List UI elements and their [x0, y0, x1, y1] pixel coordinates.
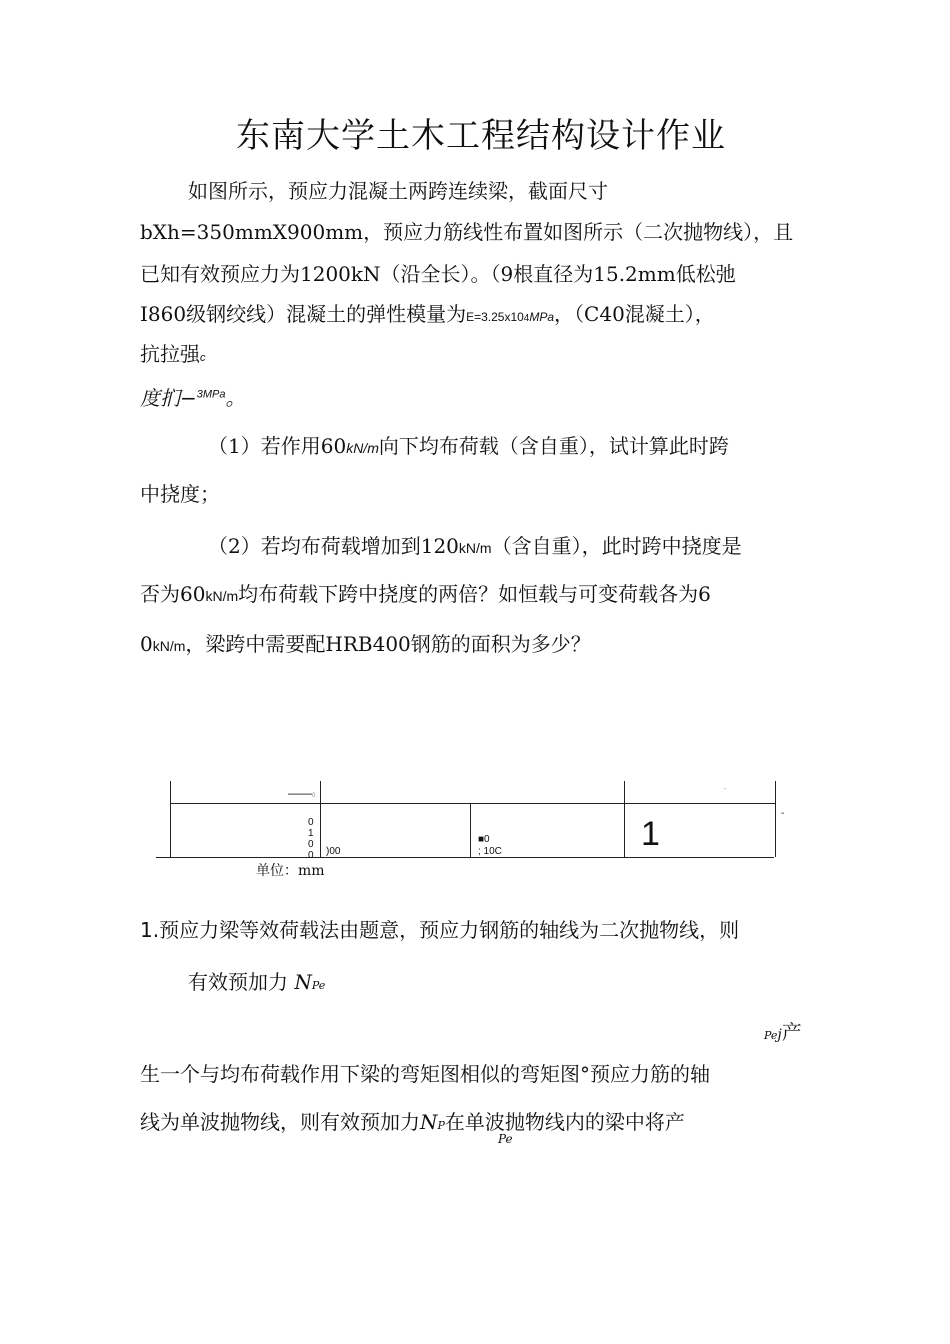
- figure-top-right-mark: -: [724, 786, 727, 793]
- big-digit: 1: [641, 815, 660, 853]
- q1-text-c: 向下均布荷载（含自重），试计算此时跨: [378, 434, 729, 458]
- solution-line3: [764, 1016, 802, 1045]
- q2-line2-unit: kN/m: [205, 588, 239, 604]
- solution-line2-text: 有效预加力: [188, 970, 288, 994]
- para1-line4: [140, 298, 715, 327]
- solution-line5-a: 线为单波抛物线，则有效预加力: [140, 1110, 420, 1134]
- figure-top-small: 0: [312, 793, 316, 799]
- tensile-strength-label: 抗拉强: [140, 342, 200, 366]
- question1-line1: [208, 430, 729, 459]
- solution-line5-sub: P: [437, 1119, 445, 1132]
- dim-digit: 1: [308, 828, 314, 839]
- figure-divider-2: [470, 803, 471, 857]
- para1-line5: [140, 338, 206, 367]
- figure-mid-line: [170, 803, 776, 804]
- figure-right-border: [775, 781, 776, 857]
- figure-top-dash: ——: [288, 786, 312, 800]
- solution-line3-b: j: [777, 1027, 782, 1043]
- question2-line3: [140, 628, 591, 657]
- solution-line4: 生一个与均布荷载作用下梁的弯矩图相似的弯矩图°预应力筋的轴: [140, 1062, 710, 1086]
- q2-text-a: （2）若均布荷载增加到120: [208, 534, 459, 558]
- solution-line5-d: 在单波抛物线内的梁中将产: [444, 1110, 685, 1134]
- para1-line2: bXh=350mmX900mm，预应力筋线性布置如图所示（二次抛物线），且: [140, 220, 794, 244]
- para1-line6-e: MPa: [202, 388, 226, 401]
- q2-unit: kN/m: [458, 540, 492, 556]
- section-mark: ■0: [478, 834, 490, 845]
- figure-left-border: [170, 781, 171, 857]
- tensile-subscript: c: [200, 352, 206, 364]
- para1-line6-c: −: [180, 386, 197, 410]
- dimension-a: )00: [326, 846, 341, 857]
- q2-line3-unit: kN/m: [152, 638, 186, 654]
- q2-line2-c: 均布荷载下跨中挠度的两倍？如恒载与可变荷载各为6: [238, 582, 711, 606]
- unit-label: 单位：mm: [256, 863, 325, 879]
- dim-digit: 0: [308, 817, 314, 828]
- q2-line3-c: ，梁跨中需要配HRB400钢筋的面积为多少？: [185, 632, 591, 656]
- para1-line6-d: 3: [196, 388, 203, 401]
- solution-line3-a: Pe: [764, 1029, 778, 1042]
- question2-line2: [140, 578, 711, 607]
- question1-line2: 中挠度；: [140, 482, 220, 506]
- dimension-vertical: [308, 817, 314, 861]
- figure-edge-mark: -: [781, 808, 785, 819]
- question2-line1: [208, 530, 742, 559]
- para1-line6-b: 扪: [160, 386, 180, 410]
- solution-n-subscript: Pe: [311, 979, 326, 992]
- modulus-exponent: 4: [523, 313, 530, 324]
- para1-line6-f: 。: [225, 386, 246, 410]
- figure-divider-3: [624, 781, 625, 857]
- dim-digit: 0: [308, 850, 314, 861]
- q2-line2-a: 否为60: [140, 582, 206, 606]
- figure-base-line: [156, 857, 774, 858]
- modulus-unit: MPa: [529, 310, 555, 324]
- figure-divider-1: [320, 781, 321, 857]
- para1-line1: 如图所示，预应力混凝土两跨连续梁，截面尺寸: [188, 179, 608, 203]
- dimension-b: ; 10C: [478, 846, 502, 857]
- para1-line4-text: I860级钢绞线）混凝土的弹性模量为: [140, 302, 467, 326]
- solution-line5-n: N: [420, 1110, 438, 1134]
- q2-line3-a: 0: [140, 632, 153, 656]
- dim-digit: 0: [308, 839, 314, 850]
- q2-text-c: （含自重），此时跨中挠度是: [491, 534, 742, 558]
- q1-text-a: （1）若作用60: [208, 434, 347, 458]
- solution-n-symbol: N: [294, 970, 312, 994]
- solution-line3-c: 产: [781, 1020, 802, 1044]
- para1-line4-tail: ，（C40混凝土），: [554, 302, 715, 326]
- solution-line5: [140, 1106, 685, 1135]
- solution-line2: [188, 966, 325, 995]
- q1-unit: kN/m: [346, 440, 379, 456]
- figure-top-label: [288, 786, 315, 800]
- page-title: 东南大学土木工程结构设计作业: [236, 116, 726, 156]
- para1-line3: 已知有效预应力为1200kN（沿全长）。（9根直径为15.2mm低松弛: [140, 262, 736, 286]
- solution-line1: 1.预应力梁等效荷载法由题意，预应力钢筋的轴线为二次抛物线，则: [140, 918, 740, 942]
- para1-line6: [140, 382, 246, 411]
- modulus-value: E=3.25x10: [466, 310, 524, 324]
- para1-line6-a: 度: [140, 386, 160, 410]
- solution-line6: Pe: [498, 1132, 513, 1146]
